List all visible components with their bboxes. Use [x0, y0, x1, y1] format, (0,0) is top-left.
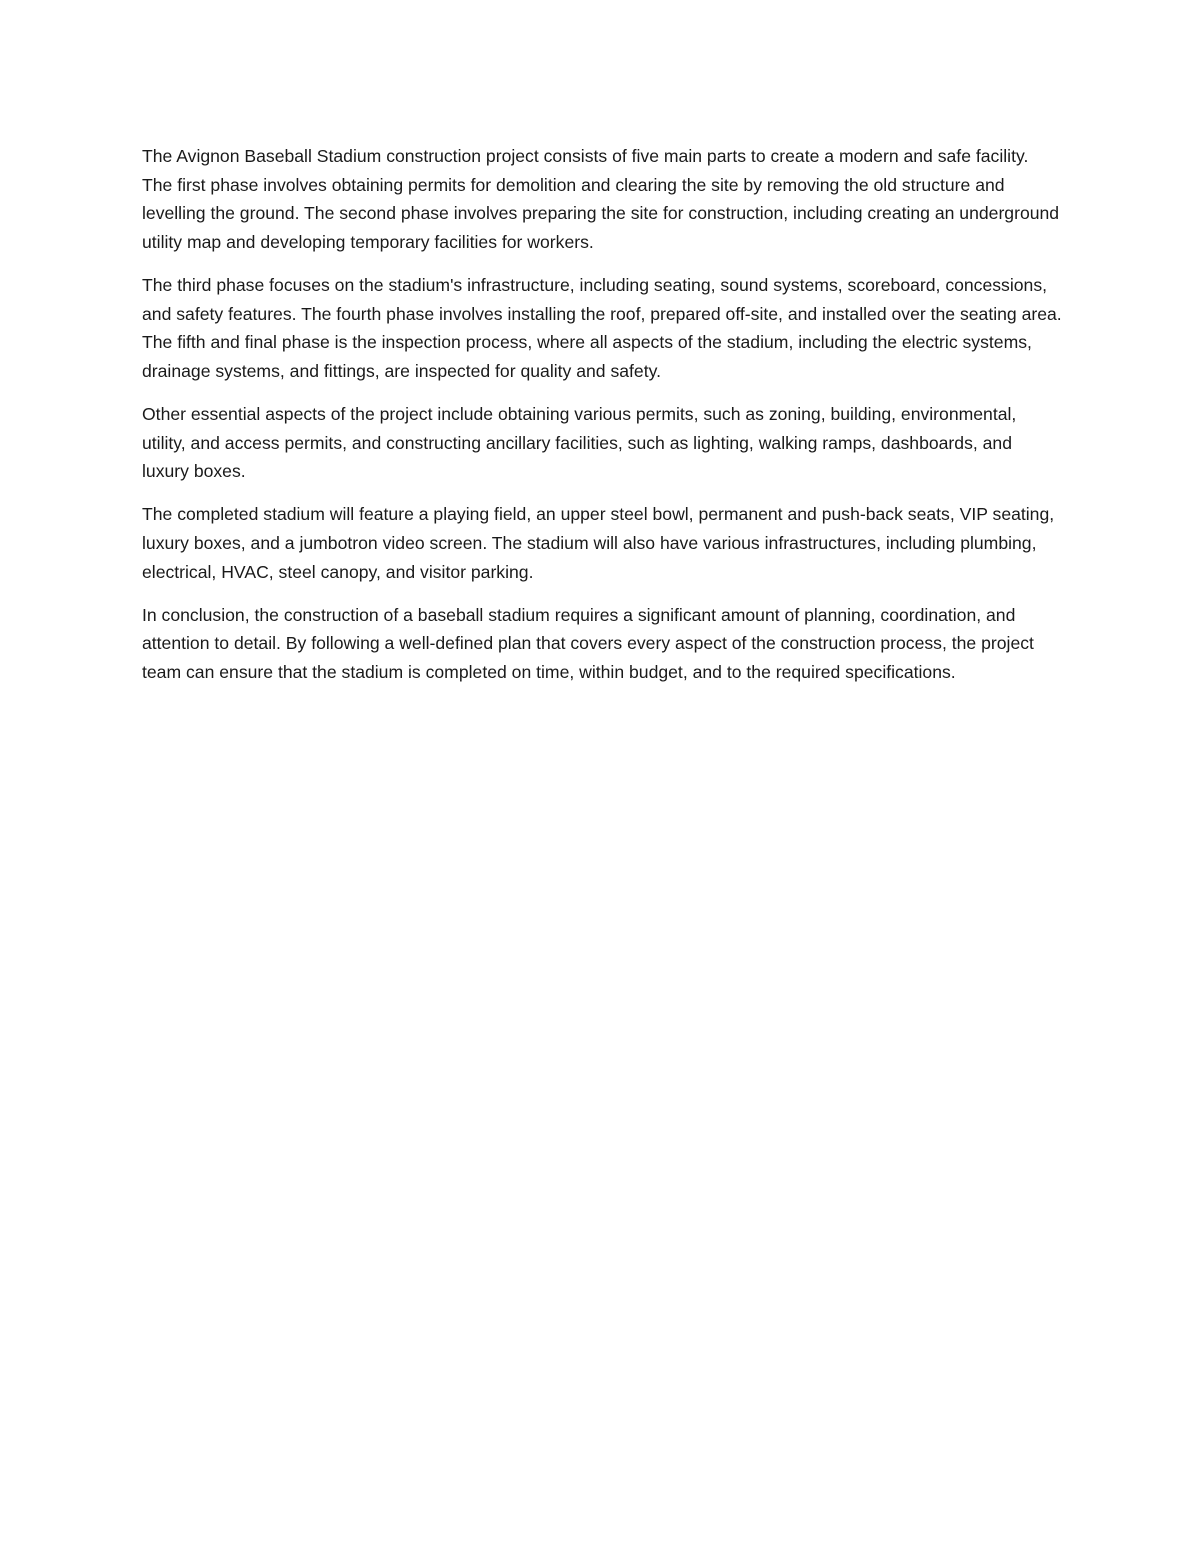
paragraph-intro: The Avignon Baseball Stadium construction project consists of five main parts to create a modern and safe facility. The first phase involves obtaining permits for demolition and clearing the site by removing the old structure and levelling the ground. The second phase involves preparing the site for construction, including creating an underground utility map and developing temporary facilities for workers. — [142, 146, 1060, 252]
paragraph-completed-stadium: The completed stadium will feature a playing field, an upper steel bowl, permanent and push-back seats, VIP seating, luxury boxes, and a jumbotron video screen. The stadium will also have various infrastructures, including plumbing, electrical, HVAC, steel canopy, and visitor parking. — [142, 504, 1055, 582]
document-body — [142, 142, 1062, 701]
paragraph-phases: The third phase focuses on the stadium's infrastructure, including seating, sound systems, scoreboard, concessions, and safety features. The fourth phase involves installing the roof, prepared off-site, and installed over the seating area. The fifth and final phase is the inspection process, where all aspects of the stadium, including the electric systems, drainage systems, and fittings, are inspected for quality and safety. — [142, 274, 1062, 381]
paragraph-other-aspects: Other essential aspects of the project include obtaining various permits, such as zoning, building, environmental, utility, and access permits, and constructing ancillary facilities, such as lighting, walking ramps, dashboards, and luxury boxes. — [142, 403, 1017, 482]
paragraph-conclusion: In conclusion, the construction of a baseball stadium requires a significant amount of planning, coordination, and attention to detail. By following a well-defined plan that covers every aspect of the construction process, the project team can ensure that the stadium is completed on time, within budget, and to the required specifications. — [142, 604, 1034, 682]
